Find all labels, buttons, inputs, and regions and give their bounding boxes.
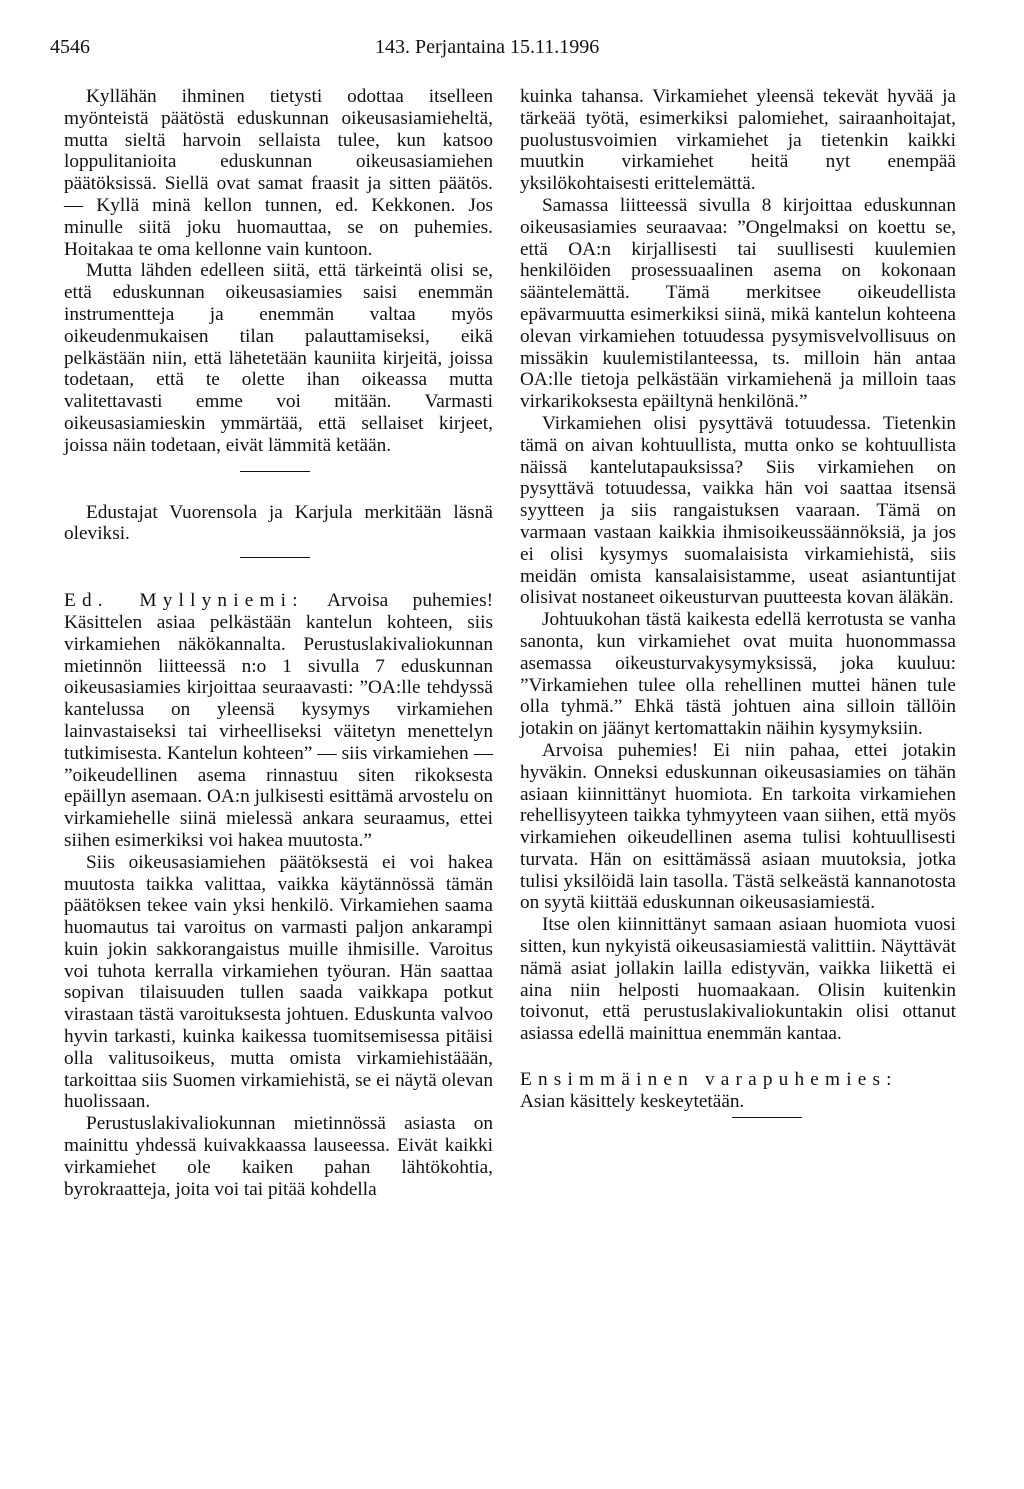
section-divider [240,557,310,558]
paragraph: Arvoisa puhemies! Ei niin pahaa, ettei jotakin hyväkin. Onneksi eduskunnan oikeusasiamies on tähän asiaan kiinnittänyt huomiota. En tarkoita virkamiehen rehellisyyteen taikka tyhmyyteen vaan siihen, että myös virkamiehen oikeudellinen asema tulisi kohtuullisesti turvata. Hän on esittämässä asiaan muutoksia, jotka tulisi yksilöidä lain tasolla. Tästä selkeästä kannanotosta on syytä kiittää eduskunnan oikeusasiamiestä. [520,739,956,914]
paragraph: Samassa liitteessä sivulla 8 kirjoittaa eduskunnan oikeusasiamies seuraavaa: ”Ongelmaksi on koettu se, että OA:n kirjallisesti tai suullisesti kuulemien henkilöiden prosessuaalinen asema on kokonaan sääntelemättä. Tämä merkitsee oikeudellista epävarmuutta esimerkiksi siinä, mikä kantelun kohteena olevan virkamiehen totuudessa pysymisvelvollisuus on missäkin kuulemistilanteessa, ts. milloin hän antaa OA:lle tietoja pelkästään virkamiehenä ja milloin taas virkarikoksesta epäiltynä henkilönä.” [520,194,956,413]
left-column [64,86,493,1200]
paragraph: Kyllähän ihminen tietysti odottaa itselleen myönteistä päätöstä eduskunnan oikeusasiamieheltä, mutta sieltä harvoin sellaista tulee, kun katsoo loppulitanioita eduskunnan oikeusasiamiehen päätöksissä. Siellä ovat samat fraasit ja sitten päätös. — Kyllä minä kellon tunnen, ed. Kekkonen. Jos minulle siitä joku huomauttaa, se on puhemies. Hoitakaa te oma kellonne vain kuntoon. [64,86,493,260]
paragraph: Virkamiehen olisi pysyttävä totuudessa. Tietenkin tämä on aivan kohtuullista, mutta onko se kohtuullista näissä kantelutapauksissa? Siis virkamiehen on pysyttävä totuudessa, vaikka hän voi saattaa itsensä syytteen ja siis rangaistuksen vaaraan. Tämä on varmaan vastaan kaikkia ihmisoikeussäännöksiä, ja jos ei olisi kysymys suomalaisista virkamiehistä, siis meidän omista kansalaisistamme, useat asiantuntijat olisivat nostaneet oikeusturvan puutteesta kovan äläkän. [520,412,956,609]
section-divider [240,471,310,472]
speaker-name: Ed. Myllyniemi: [64,590,304,612]
paragraph: Siis oikeusasiamiehen päätöksestä ei voi hakea muutosta taikka valittaa, vaikka käytännössä tämän päätöksen tekee vain yksi henkilö. Virkamiehen saama huomautus tai varoitus on varmasti paljon ankarampi kuin jokin sakkorangaistus muille ihmisille. Varoitus voi tuhota kerralla virkamiehen työuran. Hän saattaa sopivan tilaisuuden tullen saada vaikkapa potkut virastaan tästä varoituksesta johtuen. Eduskunta valvoo hyvin tarkasti, kuinka kaikessa tuomitsemisessa pitäisi olla valitusoikeus, mutta omista virkamiehistäään, tarkoittaa siis Suomen virkamiehistä, se ei näytä olevan huolissaan. [64,851,493,1113]
speech-lead: Arvoisa puhemies! [327,590,493,612]
paragraph: kuinka tahansa. Virkamiehet yleensä tekevät hyvää ja tärkeää työtä, esimerkiksi palomiehet, sairaanhoitajat, puolustusvoimien virkamiehet ja tietenkin kaikki muutkin virkamiehet heitä nyt enempää yksilökohtaisesti erittelemättä. [520,86,956,195]
closing-statement: Asian käsittely keskeytetään. [520,1090,745,1112]
attendance-note: Edustajat Vuorensola ja Karjula merkitään läsnä oleviksi. [64,501,493,545]
page-number: 4546 [50,36,90,58]
speaker-line [520,1069,956,1091]
speech-text: Käsittelen asiaa pelkästään kantelun kohteen, siis virkamiehen näkökannalta. Perustuslakivaliokunnan mietinnön liitteessä n:o 1 sivulla 7 eduskunnan oikeusasiamies kirjoittaa seuraavasti: ”OA:lle tehdyssä kantelussa on yleensä kysymys virkamiehen lainvastaiseksi tai virheelliseksi väitetyn menettelyn tutkimisesta. Kantelun kohteen” — siis virkamiehen — ”oikeudellinen asema rinnastuu siten rikoksesta epäillyn asemaan. OA:n julkisesti esittämä arvostelu on virkamiehelle siinä mielessä ankara seuraamus, ettei siihen esimerkiksi voi hakea muutosta.” [64,611,493,851]
paragraph: Itse olen kiinnittänyt samaan asiaan huomiota vuosi sitten, kun nykyistä oikeusasiamiestä valittiin. Näyttävät nämä asiat jollakin lailla edistyvän, vaikka liikettä ei aina niin helposti huomaakaan. Olisin kuitenkin toivonut, että perustuslakivaliokuntakin olisi ottanut asiassa edellä mainittua enemmän kantaa. [520,914,956,1045]
right-column [520,86,956,1118]
paragraph: Mutta lähden edelleen siitä, että tärkeintä olisi se, että eduskunnan oikeusasiamies saisi enemmän instrumentteja ja enemmän valtaa myös oikeudenmukaisen tilan palauttamiseksi, eikä pelkästään niin, että lähetetään kauniita kirjeitä, joissa todetaan, että te olette ihan oikeassa mutta valitettavasti emme voi mitään. Varmasti oikeusasiamieskin ymmärtää, että sellaiset kirjeet, joissa näin todetaan, eivät lämmitä ketään. [64,260,493,456]
spacer [520,1045,956,1049]
paragraph: Johtuukohan tästä kaikesta edellä kerrotusta se vanha sanonta, kun virkamiehet ovat muita huonommassa asemassa oikeusturvakysymyksissä, joka kuuluu: ”Virkamiehen tulee olla rehellinen muttei hänen tule olla tyhmä.” Ehkä tästä johtuen aina silloin tällöin jotakin on jäänyt kertomattakin näihin kysymyksiin. [520,609,956,740]
speaker-name: Ensimmäinen varapuhemies: [520,1069,898,1091]
page-header [0,22,1024,58]
running-head: 143. Perjantaina 15.11.1996 [375,36,600,58]
speech-opening [64,590,493,852]
paragraph: Perustuslakivaliokunnan mietinnössä asiasta on mainittu yhdessä kuivakkaassa lauseessa. Eivät kaikki virkamiehet ole kaiken pahan lähtökohtia, byrokraatteja, joita voi tai pitää kohdella [64,1113,493,1200]
section-divider [732,1117,802,1118]
